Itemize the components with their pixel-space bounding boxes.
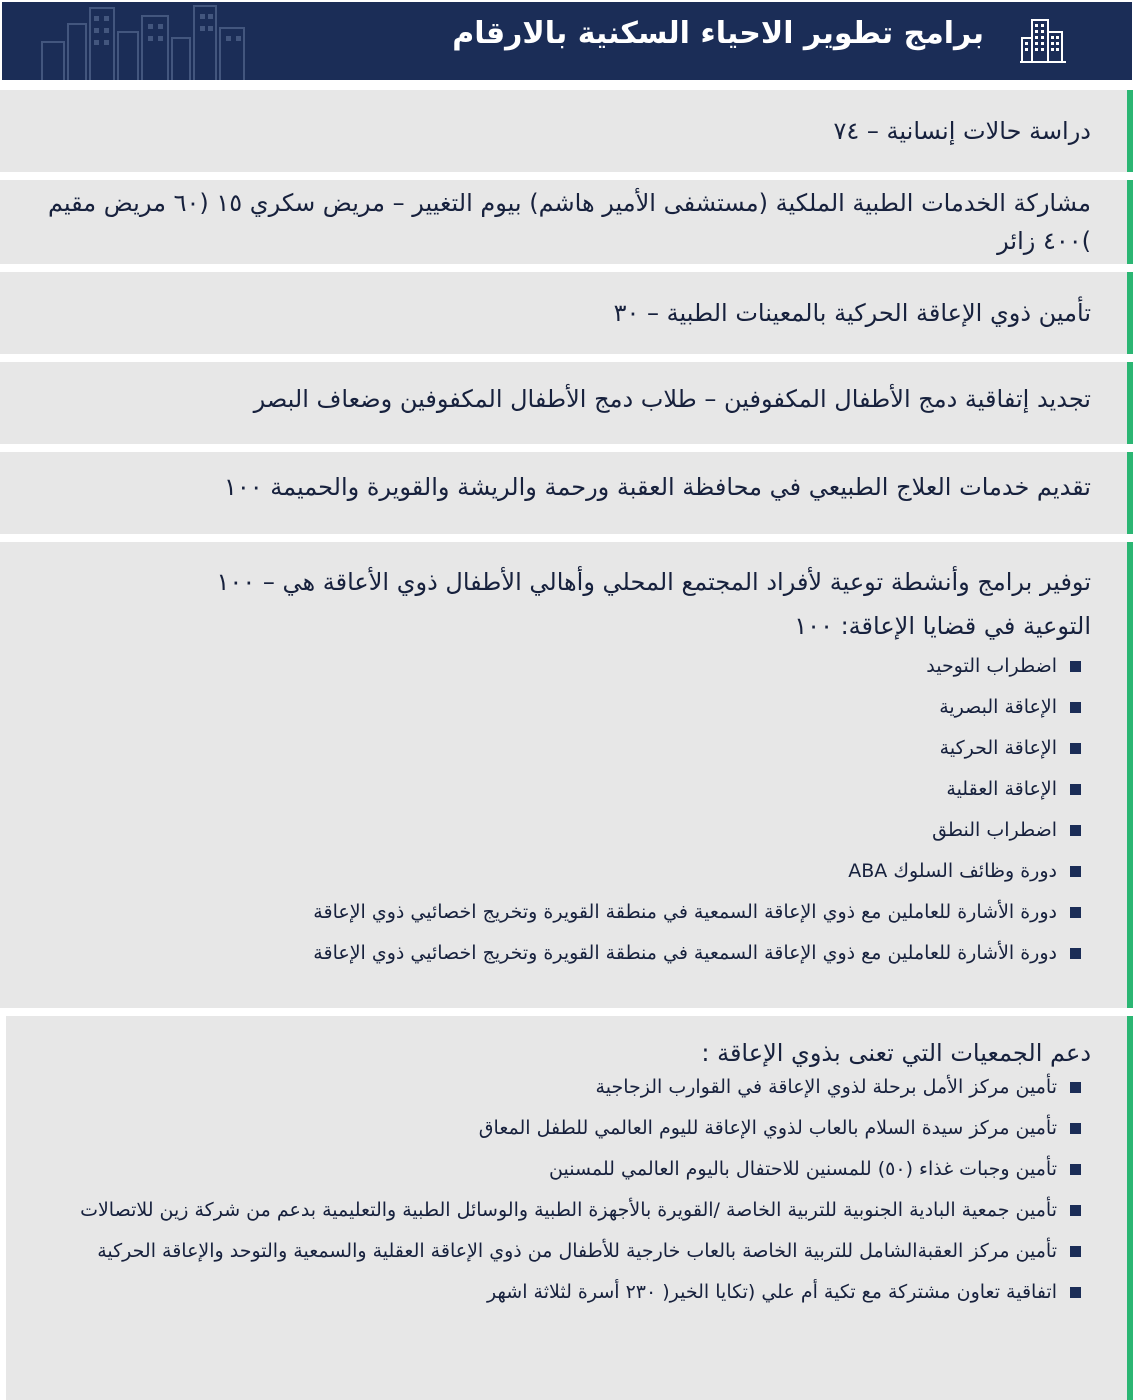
list-item <box>36 1277 1085 1308</box>
bullet-square-icon <box>1070 948 1081 959</box>
bullet-square-icon <box>1070 784 1081 795</box>
bullet-square-icon <box>1070 1287 1081 1298</box>
list-item <box>30 851 1085 892</box>
list-item <box>36 1113 1085 1144</box>
stat-row-physiotherapy <box>0 452 1133 534</box>
support-title: دعم الجمعيات التي تعنى بذوي الإعاقة : <box>701 1039 1091 1067</box>
list-item-text: الإعاقة الحركية <box>939 737 1057 759</box>
bullet-square-icon <box>1070 1246 1081 1257</box>
list-item <box>30 769 1085 810</box>
bullet-square-icon <box>1070 1205 1081 1216</box>
stat-row-mobility-aids <box>0 272 1133 354</box>
stat-row-text: مشاركة الخدمات الطبية الملكية (مستشفى الأمير هاشم) بيوم التغيير – مريض سكري ١٥ (٦٠ مريض مقيم )٤٠٠ زائر <box>47 189 1091 255</box>
list-item <box>30 892 1085 933</box>
awareness-subtitle: التوعية في قضايا الإعاقة: ١٠٠ <box>794 612 1091 640</box>
awareness-list <box>30 646 1091 974</box>
list-item-text: اتفاقية تعاون مشتركة مع تكية أم علي (تكايا الخير( ٢٣٠ أسرة لثلاثة اشهر <box>487 1281 1057 1303</box>
list-item <box>30 810 1085 851</box>
list-item-text: اضطراب التوحيد <box>926 655 1057 677</box>
list-item <box>36 1072 1085 1103</box>
list-item <box>30 646 1085 687</box>
list-item <box>30 728 1085 769</box>
associations-support-section <box>6 1016 1133 1400</box>
list-item <box>36 1154 1085 1185</box>
list-item-text: تأمين مركز الأمل برحلة لذوي الإعاقة في القوارب الزجاجية <box>595 1076 1057 1098</box>
awareness-title: توفير برامج وأنشطة توعية لأفراد المجتمع المحلي وأهالي الأطفال ذوي الأعاقة هي – ١٠٠ <box>216 568 1091 596</box>
list-item <box>30 687 1085 728</box>
list-item-text: الإعاقة البصرية <box>939 696 1057 718</box>
stat-row-text: تقديم خدمات العلاج الطبيعي في محافظة العقبة ورحمة والريشة والقويرة والحميمة ١٠٠ <box>224 473 1091 501</box>
list-item-text: الإعاقة العقلية <box>946 778 1057 800</box>
list-item-text: دورة الأشارة للعاملين مع ذوي الإعاقة السمعية في منطقة القويرة وتخريج اخصائيي ذوي الإعاقة <box>313 942 1057 964</box>
page-title: برامج تطوير الاحياء السكنية بالارقام <box>452 16 984 51</box>
awareness-programs-section <box>0 542 1133 1008</box>
stat-row-medical-services <box>0 180 1133 264</box>
stat-row-text: تجديد إتفاقية دمج الأطفال المكفوفين – طلاب دمج الأطفال المكفوفين وضعاف البصر <box>253 385 1091 413</box>
bullet-square-icon <box>1070 825 1081 836</box>
list-item-text: تأمين مركز سيدة السلام بالعاب لذوي الإعاقة لليوم العالمي للطفل المعاق <box>478 1117 1057 1139</box>
support-list <box>36 1072 1091 1308</box>
list-item-text: دورة الأشارة للعاملين مع ذوي الإعاقة السمعية في منطقة القويرة وتخريج اخصائيي ذوي الإعاقة <box>313 901 1057 923</box>
list-item-text: دورة وظائف السلوك ABA <box>848 860 1057 882</box>
header-banner <box>0 0 1134 82</box>
bullet-square-icon <box>1070 907 1081 918</box>
bullet-square-icon <box>1070 743 1081 754</box>
list-item-text: تأمين جمعية البادية الجنوبية للتربية الخاصة /القويرة بالأجهزة الطبية والوسائل الطبية والتعليمية بدعم من شركة زين للاتصالات <box>80 1199 1057 1221</box>
stat-row-text: تأمين ذوي الإعاقة الحركية بالمعينات الطبية – ٣٠ <box>613 299 1091 327</box>
list-item-text: اضطراب النطق <box>932 819 1057 841</box>
bullet-square-icon <box>1070 661 1081 672</box>
list-item-text: تأمين وجبات غذاء (٥٠) للمسنين للاحتفال باليوم العالمي للمسنين <box>549 1158 1057 1180</box>
stat-row-humanitarian-cases <box>0 90 1133 172</box>
building-icon <box>1018 16 1068 66</box>
list-item <box>36 1236 1085 1267</box>
list-item <box>36 1195 1085 1226</box>
bullet-square-icon <box>1070 1164 1081 1175</box>
bullet-square-icon <box>1070 1123 1081 1134</box>
stat-row-blind-integration <box>0 362 1133 444</box>
stat-row-text: دراسة حالات إنسانية – ٧٤ <box>833 117 1091 145</box>
bullet-square-icon <box>1070 702 1081 713</box>
bullet-square-icon <box>1070 866 1081 877</box>
city-skyline-graphic <box>32 2 262 82</box>
bullet-square-icon <box>1070 1082 1081 1093</box>
list-item <box>30 933 1085 974</box>
list-item-text: تأمين مركز العقبةالشامل للتربية الخاصة بالعاب خارجية للأطفال من ذوي الإعاقة العقلية والسمعية والتوحد والإعاقة الحركية <box>97 1240 1057 1262</box>
